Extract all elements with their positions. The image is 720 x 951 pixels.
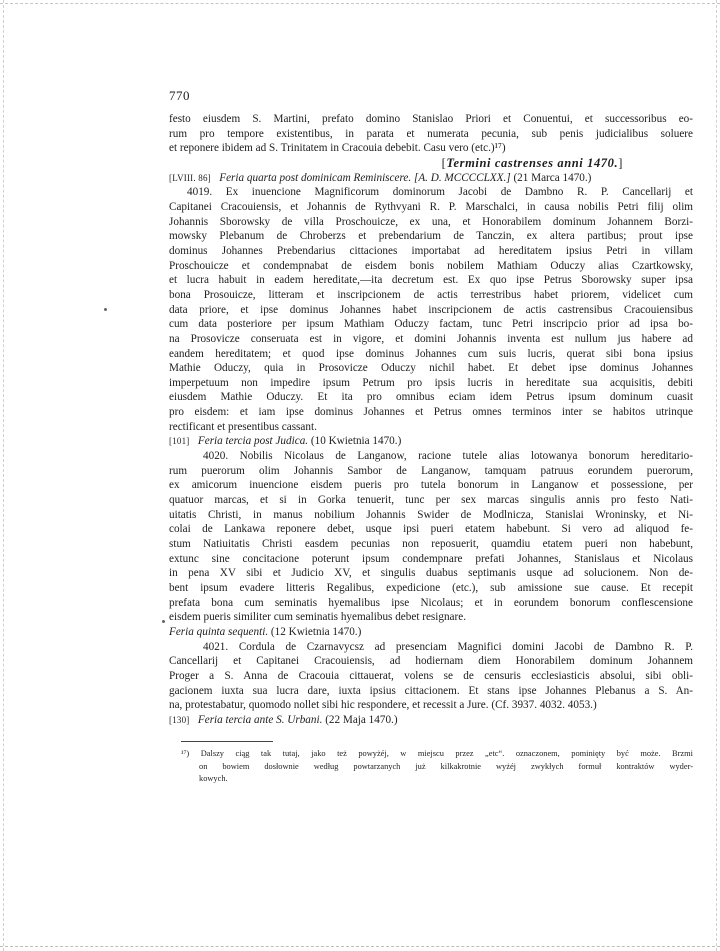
entry-line: na Prosovicze conseruata est in vigore, et domini Johannis inventa est nullum jus habere ad bbox=[169, 332, 693, 345]
entry-line: colai de Lankawa reponere debet, usque ipsi pueri etatem habebunt. Si vero ad aliquod fe- bbox=[169, 523, 693, 536]
entry-line: 4021. Cordula de Czarnavycsz ad presenciam Magnifici domini Jacobi de Dambno R. P. bbox=[203, 640, 693, 653]
scan-edge-right bbox=[716, 0, 717, 951]
scan-speck bbox=[162, 620, 165, 623]
entry-line: eiusdem Mathie Oduczy. Et ita pro omnibus eciam idem Petrus ipsum dominum cuasit bbox=[169, 391, 693, 404]
heading-bracket-open: [ bbox=[441, 155, 447, 170]
entry-line: Proger a S. Anna de Cracouia cittauerat, volens se de censuris ecclesiasticis absolui, sibi obli- bbox=[169, 669, 693, 682]
main-text bbox=[169, 112, 693, 728]
entry-line: uitatis Christi, in manus nobilium Johannis Swider de Modlnicza, Stanislai Wroninsky, et Ni- bbox=[169, 508, 693, 521]
entry-date-polish: (12 Kwietnia 1470.) bbox=[270, 625, 362, 638]
entry-date-polish: (10 Kwietnia 1470.) bbox=[310, 435, 402, 448]
scan-edge-left bbox=[3, 0, 4, 951]
entry-line: gacionem iuxta sua lucra dare, iuxta ipsius cittacionem. Et stans ipse Johannes Plebanus a S. An- bbox=[169, 684, 693, 697]
entry-line: bent ipsum evadere litteris Regalibus, expedicione (etc.), sub amissione sue cause. Et recepit bbox=[169, 582, 693, 594]
entry-line: Proschouicze et condempnabat de eisdem bonis nobilem Mathiam Oduczy alias Czartkowsky, bbox=[169, 259, 693, 272]
entry-line: na, protestabatur, quomodo nollet sibi hic respondere, et recessit a Jure. (Cf. 3937. 4032. 4053.) bbox=[169, 699, 597, 712]
entry-line: Capitanei Cracouiensis, et Johannis de Rythvyani R. P. Marschalci, in causa nobilis Petri filij olim bbox=[169, 200, 693, 213]
entry-4020-dateline bbox=[169, 434, 693, 449]
entry-line: quatuor marcas, et si in Gorka tenuerit, tunc per sex marcas singulis annis pro festo Nati- bbox=[169, 494, 693, 507]
entry-ref: [LVIII. 86] bbox=[169, 172, 211, 183]
text-line: festo eiusdem S. Martini, prefato domino Stanislao Priori et Conuentui, et successoribus eo- bbox=[169, 113, 693, 125]
entry-date-polish: (22 Maja 1470.) bbox=[325, 713, 398, 726]
entry-line: Mathie Oduczy, quia in Prosovicze Oduczy nichil habet. Et debet ipse dominus Johannes bbox=[169, 362, 693, 375]
entry-4019-dateline bbox=[169, 171, 693, 186]
footnote bbox=[181, 748, 693, 786]
entry-line: imperpetuum non impedire ipsum Petrum pro ipsis lucris in hereditate sua acquisitis, debiti bbox=[169, 376, 693, 389]
footnote-line: kowych. bbox=[199, 774, 228, 783]
heading-bracket-close: ] bbox=[618, 155, 623, 170]
entry-date-latin: Feria tercia post Judica. bbox=[197, 435, 309, 448]
entry-line: extunc sine concitacione poterunt ipsum condempnare prefati Johannes, Stanislaus et Nicolaus bbox=[169, 552, 693, 565]
entry-line: prefata bona cum seminatis hyemalibus ipse Nicolaus; et in eorundem bonorum conflescensione bbox=[169, 596, 693, 609]
footnote-line: on bowiem dosłownie według powtarzanych już kilkakrotnie wyżéj zwykłych formuł kontraktów wyder- bbox=[199, 761, 693, 771]
entry-next-dateline bbox=[169, 713, 693, 728]
entry-line: cum data posteriore per ipsum Mathiam Oduczy factam, tunc Petri inscripcio prior ad ipsa bo- bbox=[169, 318, 693, 331]
scan-edge-top bbox=[0, 3, 720, 4]
scan-edge-bottom bbox=[0, 946, 720, 947]
entry-line: data priore, et ipse dominus Johannes habet inscripcionem de actis castrensibus Cracouiensibus bbox=[169, 303, 693, 316]
page-number: 770 bbox=[169, 88, 190, 103]
entry-line: et lucra habuit in eadem hereditate,—ita decretum est. Ex quo ipse Petrus Sborowsky super ipsa bbox=[169, 274, 693, 287]
entry-line: 4020. Nobilis Nicolaus de Langanow, racione tutele alias lotowanya bonorum hereditario- bbox=[203, 450, 693, 463]
footnote-divider bbox=[181, 741, 273, 742]
entry-4021-dateline bbox=[169, 625, 693, 640]
text-line: rum pro tempore existentibus, in parata et numerata pecunia, sub penis judicialibus soluere bbox=[169, 127, 693, 140]
entry-line: mowsky Plebanum de Chroberzs et prebendarium de Tanczin, ex altera partibus; prout ipse bbox=[169, 230, 693, 243]
entry-date-polish: (21 Marca 1470.) bbox=[513, 171, 592, 184]
entry-line: rectificant et presentibus cassant. bbox=[169, 420, 317, 433]
entry-ref: [101] bbox=[169, 436, 190, 447]
entry-line: Johannis Sborowsky de villa Proschouicze, ex una, et Honorabilem dominum Johannem Borzi- bbox=[169, 215, 693, 228]
entry-date-latin: Feria quinta sequenti. bbox=[169, 625, 269, 638]
entry-line: dominus Johannes Prebendarius cittaciones importabat ad hereditatem ipsius Petri in villam bbox=[169, 244, 693, 257]
entry-date-latin: Feria quarta post dominicam Reminiscere. bbox=[219, 171, 412, 184]
entry-line: eisdem pueris similiter cum seminatis hyemalibus debet resignare. bbox=[169, 611, 467, 624]
entry-line: 4019. Ex inuencione Magnificorum dominorum Jacobi de Dambno R. P. Cancellarij et bbox=[187, 186, 693, 199]
entry-ref: [130] bbox=[169, 714, 190, 725]
entry-line: pro eisdem: et iam ipse dominus Johannes et Petrus omnes terminos inter se habitos utrinque bbox=[169, 406, 693, 419]
section-heading bbox=[169, 156, 693, 171]
heading-title: Termini castrenses anni 1470. bbox=[446, 155, 619, 170]
entry-line: rum puerorum olim Johannis Sambor de Langanow, tamquam patruus eorundem puerorum, bbox=[169, 464, 693, 477]
entry-line: stum Natiuitatis Christi easdem pecunias non reposuerit, quamdiu etatem pueri non habebunt, bbox=[169, 538, 693, 551]
entry-line: bona Prosouicze, litteram et inscripcionem de actis terrestribus habet priorem, videlicet cum bbox=[169, 288, 693, 301]
entry-line: ex amicorum inuencione eisdem pueris pro tutela bonorum in Langanow et possessione, per bbox=[169, 479, 693, 492]
entry-line: Cancellarij et Capitanei Cracouiensis, ad hodiernam diem Honorabilem dominum Johannem bbox=[169, 655, 693, 668]
entry-date-year: [A. D. MCCCCLXX.] bbox=[413, 171, 511, 184]
entry-line: in pena XV sibi et Judicio XV, et singulis duabus septimanis usque ad solucionem. Non de- bbox=[169, 567, 693, 580]
entry-line: eandem hereditatem; et quod ipse dominus Johannes cum suis lucris, querat sibi bona ipsius bbox=[169, 347, 693, 360]
entry-date-latin: Feria tercia ante S. Urbani. bbox=[197, 713, 323, 726]
text-line: et reponere ibidem ad S. Trinitatem in Cracouia debebit. Casu vero (etc.)¹⁷) bbox=[169, 142, 506, 155]
scan-speck bbox=[104, 308, 107, 311]
footnote-line: ¹⁷) Dalszy ciąg tak tutaj, jako też powyżéj, w miejscu przez „etc“. oznaczonem, pominięty być może. Brzmi bbox=[181, 749, 693, 758]
